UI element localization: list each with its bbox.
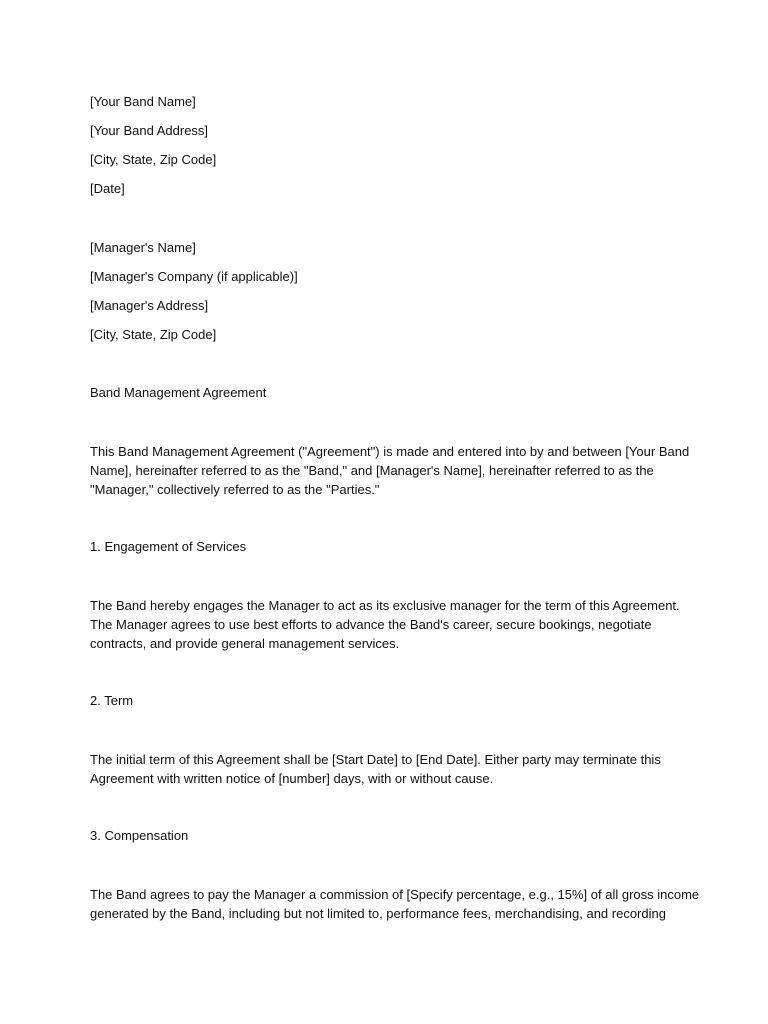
manager-company-field: [Manager's Company (if applicable)] [90,269,298,284]
paragraph-line: Agreement with written notice of [number] days, with or without cause. [90,771,494,786]
paragraph-line: This Band Management Agreement ("Agreement") is made and entered into by and between [Your Band [90,444,690,459]
document-title: Band Management Agreement [90,385,267,400]
date-field: [Date] [90,181,125,196]
section-heading-term: 2. Term [90,693,134,708]
manager-address-field: [Manager's Address] [90,298,209,313]
paragraph-line: The Manager agrees to use best efforts to advance the Band's career, secure bookings, negotiate [90,617,652,632]
manager-city-state-zip-field: [City, State, Zip Code] [90,327,217,342]
section-heading-compensation: 3. Compensation [90,828,189,843]
paragraph-line: The initial term of this Agreement shall be [Start Date] to [End Date]. Either party may terminate this [90,752,661,767]
manager-name-field: [Manager's Name] [90,240,196,255]
paragraph-line: contracts, and provide general management services. [90,636,400,651]
intro-paragraph [90,442,690,499]
paragraph-line: Name], hereinafter referred to as the "Band," and [Manager's Name], hereinafter referred to as the [90,463,654,478]
band-city-state-zip-field: [City, State, Zip Code] [90,152,217,167]
section-body-compensation [90,885,700,923]
section-body-engagement [90,596,680,653]
paragraph-line: "Manager," collectively referred to as the "Parties." [90,482,380,497]
paragraph-line: The Band hereby engages the Manager to act as its exclusive manager for the term of this Agreement. [90,598,680,613]
paragraph-line: The Band agrees to pay the Manager a commission of [Specify percentage, e.g., 15%] of all gross income [90,887,700,902]
section-heading-engagement: 1. Engagement of Services [90,539,247,554]
band-name-field: [Your Band Name] [90,94,196,109]
section-body-term [90,750,680,788]
band-address-field: [Your Band Address] [90,123,209,138]
paragraph-line: generated by the Band, including but not limited to, performance fees, merchandising, and recording [90,906,666,921]
